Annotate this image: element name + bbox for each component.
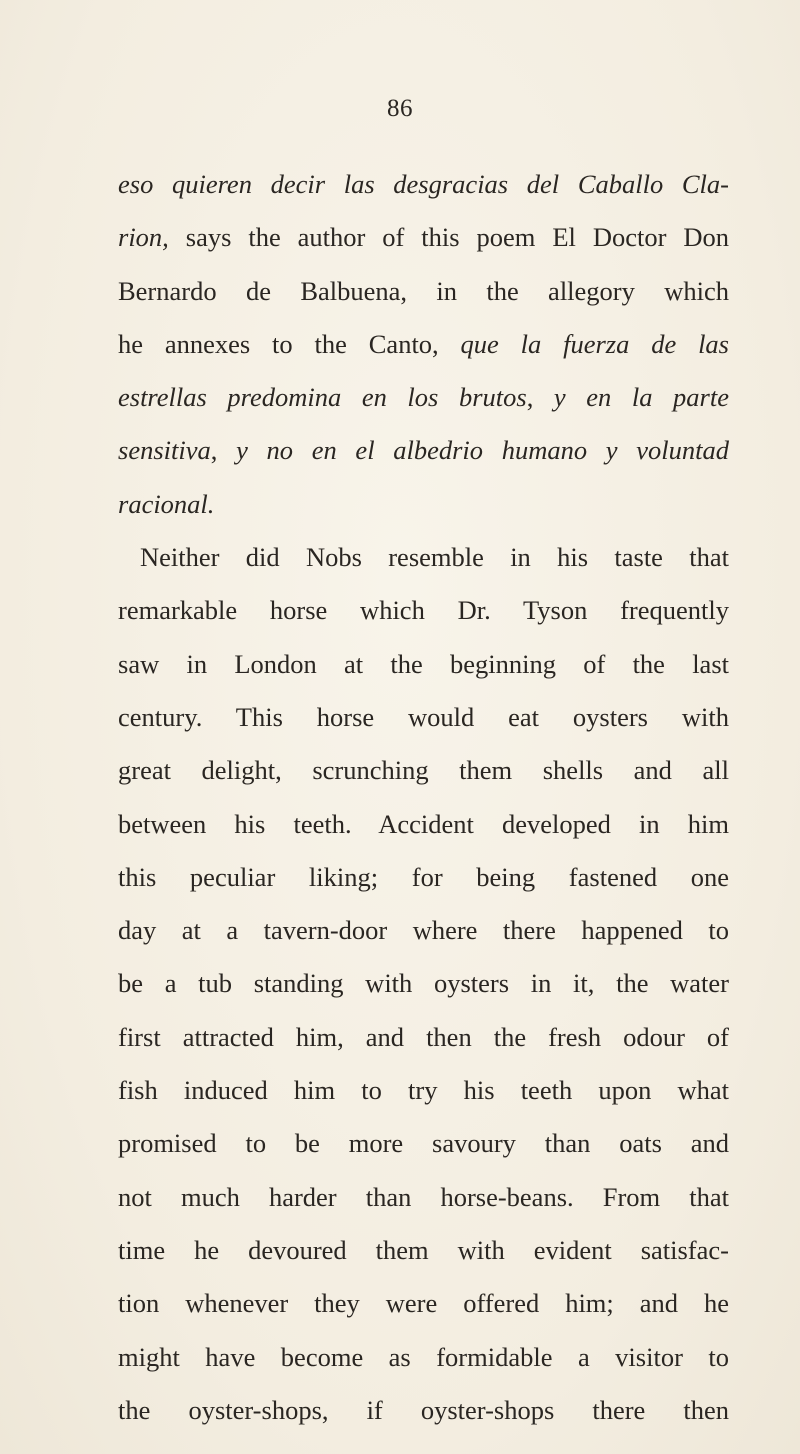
text-line [118, 478, 729, 531]
text-span: Neither did Nobs resemble in his taste that [140, 542, 729, 573]
text-span: promised to be more savoury than oats and [118, 1128, 729, 1159]
text-line [118, 904, 729, 957]
text-line [118, 1011, 729, 1064]
text-line [118, 1171, 729, 1224]
text-line [118, 158, 729, 211]
text-span: time he devoured them with evident satisfac- [118, 1234, 729, 1265]
text-line [118, 371, 729, 424]
text-span: not much harder than horse-beans. From that [118, 1181, 729, 1212]
italic-text: eso quieren decir las desgracias del Caballo Cla- [118, 169, 729, 199]
text-span: great delight, scrunching them shells and all [118, 755, 729, 786]
text-line [118, 424, 729, 477]
text-span: Bernardo de Balbuena, in the allegory which [118, 275, 729, 306]
italic-text: y en la parte [553, 382, 729, 413]
italic-text: rion, [118, 222, 169, 253]
text-span: fish induced him to try his teeth upon what [118, 1075, 729, 1106]
text-line [118, 318, 729, 371]
text-span: saw in London at the beginning of the last [118, 648, 729, 679]
text-span: might have become as formidable a visitor to [118, 1341, 729, 1372]
text-line [118, 1117, 729, 1170]
text-span: , [526, 382, 554, 413]
text-line [118, 1064, 729, 1117]
text-line [118, 1331, 729, 1384]
text-span: day at a tavern-door where there happened to [118, 915, 729, 946]
text-span: remarkable horse which Dr. Tyson frequently [118, 595, 729, 626]
text-line [118, 957, 729, 1010]
text-line [118, 1277, 729, 1330]
text-line [118, 584, 729, 637]
text-span: be a tub standing with oysters in it, the water [118, 968, 729, 999]
text-span: tion whenever they were offered him; and he [118, 1288, 729, 1319]
text-span: the oyster-shops, if oyster-shops there then [118, 1394, 729, 1425]
text-line [118, 851, 729, 904]
text-line [118, 744, 729, 797]
italic-text: que la fuerza de las [460, 328, 729, 359]
text-line [118, 638, 729, 691]
text-span: between his teeth. Accident developed in him [118, 808, 729, 839]
text-span: century. This horse would eat oysters with [118, 701, 729, 732]
italic-text: estrellas predomina en los brutos [118, 382, 527, 413]
italic-text: sensitiva [118, 435, 211, 466]
text-line [118, 211, 729, 264]
italic-text: y no en el albedrio humano y voluntad [236, 435, 730, 466]
text-span: this peculiar liking; for being fastened one [118, 861, 729, 892]
page-number: 86 [387, 95, 413, 122]
body-text [118, 158, 729, 1437]
text-line [118, 1384, 729, 1437]
text-line [118, 691, 729, 744]
text-line [118, 265, 729, 318]
text-line [118, 798, 729, 851]
text-span: says the author of this poem El Doctor Don [168, 222, 729, 253]
text-span: , [210, 435, 237, 466]
text-line [118, 1224, 729, 1277]
text-span: he annexes to the Canto, [118, 328, 461, 359]
text-line [118, 531, 729, 584]
italic-text: racional. [118, 488, 215, 519]
text-span: first attracted him, and then the fresh odour of [118, 1021, 729, 1052]
